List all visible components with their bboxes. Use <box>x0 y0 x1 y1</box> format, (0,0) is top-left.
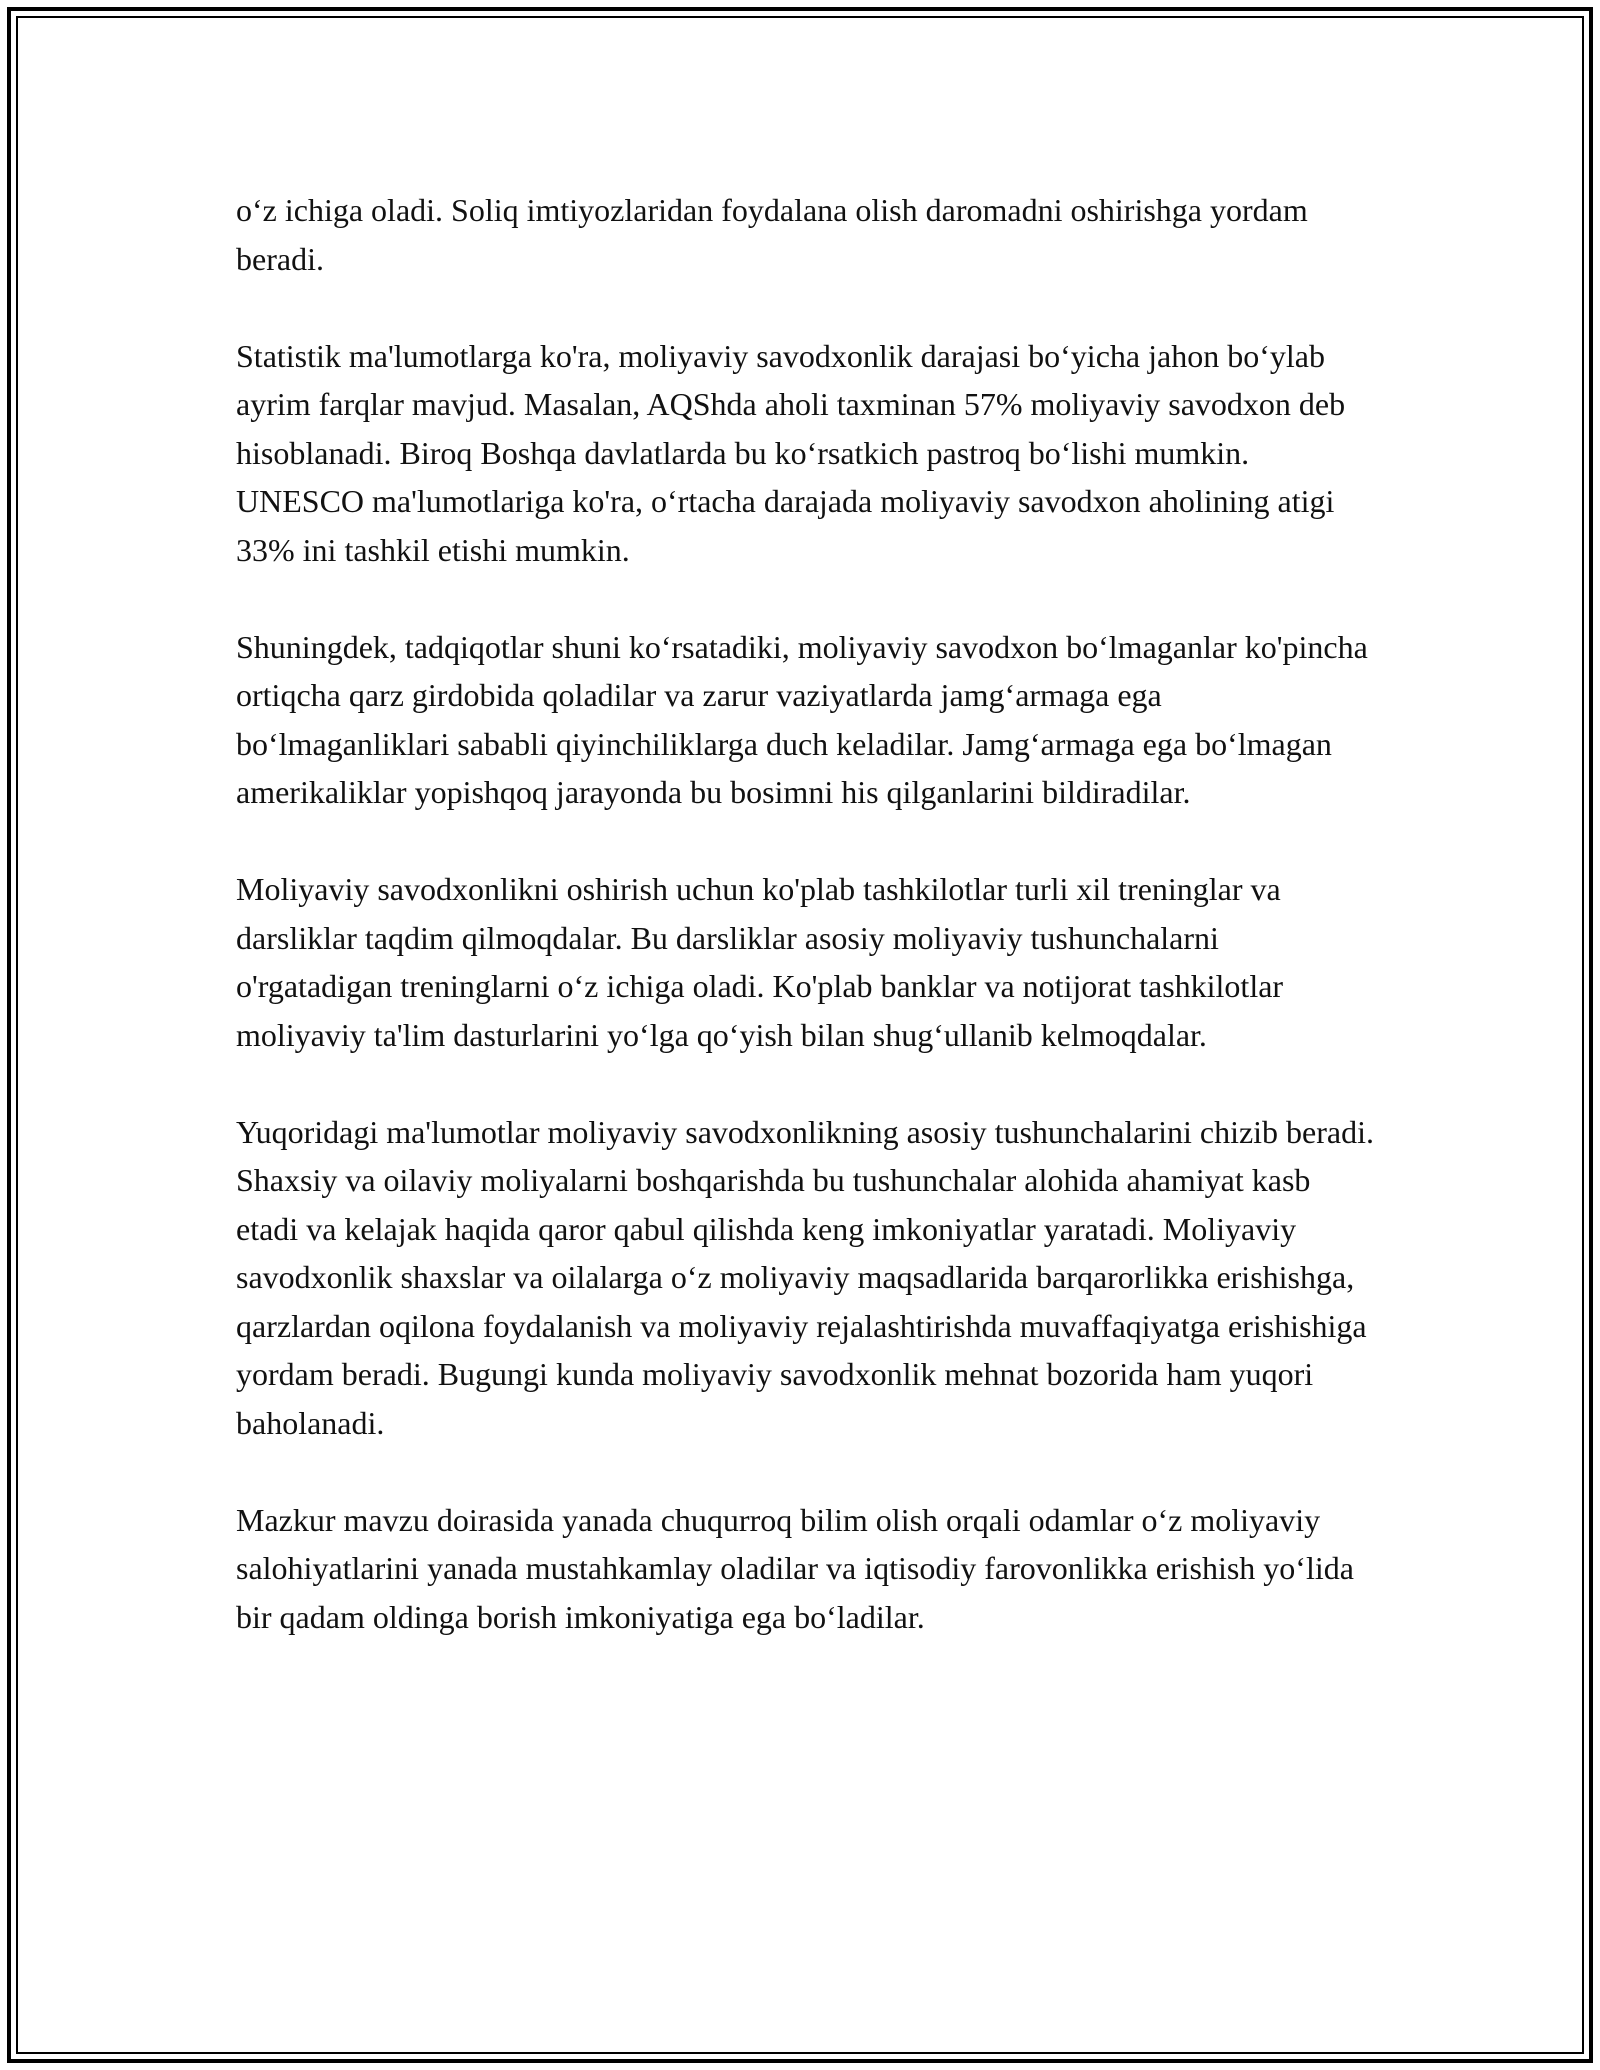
paragraph-tax-benefits: o‘z ichiga oladi. Soliq imtiyozlaridan foydalana olish daromadni oshirishga yordam beradi. <box>236 192 1308 277</box>
document-body <box>236 186 1378 1641</box>
paragraph-conclusion: Mazkur mavzu doirasida yanada chuqurroq bilim olish orqali odamlar o‘z moliyaviy salohiyatlarini yanada mustahkamlay oladilar va iqtisodiy farovonlikka erishish yo‘lida bir qadam oldinga borish imkoniyatiga ega bo‘ladilar. <box>236 1501 1354 1635</box>
paragraph-statistics: Statistik ma'lumotlarga ko'ra, moliyaviy savodxonlik darajasi bo‘yicha jahon bo‘ylab ayrim farqlar mavjud. Masalan, AQShda aholi taxminan 57% moliyaviy savodxon deb hisoblanadi. Biroq Boshqa davlatlarda bu ko‘rsatkich pastroq bo‘lishi mumkin. UNESCO ma'lumotlariga ko'ra, o‘rtacha darajada moliyaviy savodxon aholining atigi 33% ini tashkil etishi mumkin. <box>236 337 1346 568</box>
paragraph-summary: Yuqoridagi ma'lumotlar moliyaviy savodxonlikning asosiy tushunchalarini chizib beradi. Shaxsiy va oilaviy moliyalarni boshqarishda bu tushunchalar alohida ahamiyat kasb etadi va kelajak haqida qaror qabul qilishda keng imkoniyatlar yaratadi. Moliyaviy savodxonlik shaxslar va oilalarga o‘z moliyaviy maqsadlarida barqarorlikka erishishga, qarzlardan oqilona foydalanish va moliyaviy rejalashtirishda muvaffaqiyatga erishishiga yordam beradi. Bugungi kunda moliyaviy savodxonlik mehnat bozorida ham yuqori baholanadi. <box>236 1113 1374 1441</box>
paragraph-research-findings: Shuningdek, tadqiqotlar shuni ko‘rsatadiki, moliyaviy savodxon bo‘lmaganlar ko'pincha ortiqcha qarz girdobida qoladilar va zarur vaziyatlarda jamg‘armaga ega bo‘lmaganliklari sababli qiyinchiliklarga duch keladilar. Jamg‘armaga ega bo‘lmagan amerikaliklar yopishqoq jarayonda bu bosimni his qilganlarini bildiradilar. <box>236 628 1368 810</box>
paragraph-trainings: Moliyaviy savodxonlikni oshirish uchun ko'plab tashkilotlar turli xil treninglar va darsliklar taqdim qilmoqdalar. Bu darsliklar asosiy moliyaviy tushunchalarni o'rgatadigan treninglarni o‘z ichiga oladi. Ko'plab banklar va notijorat tashkilotlar moliyaviy ta'lim dasturlarini yo‘lga qo‘yish bilan shug‘ullanib kelmoqdalar. <box>236 871 1284 1053</box>
